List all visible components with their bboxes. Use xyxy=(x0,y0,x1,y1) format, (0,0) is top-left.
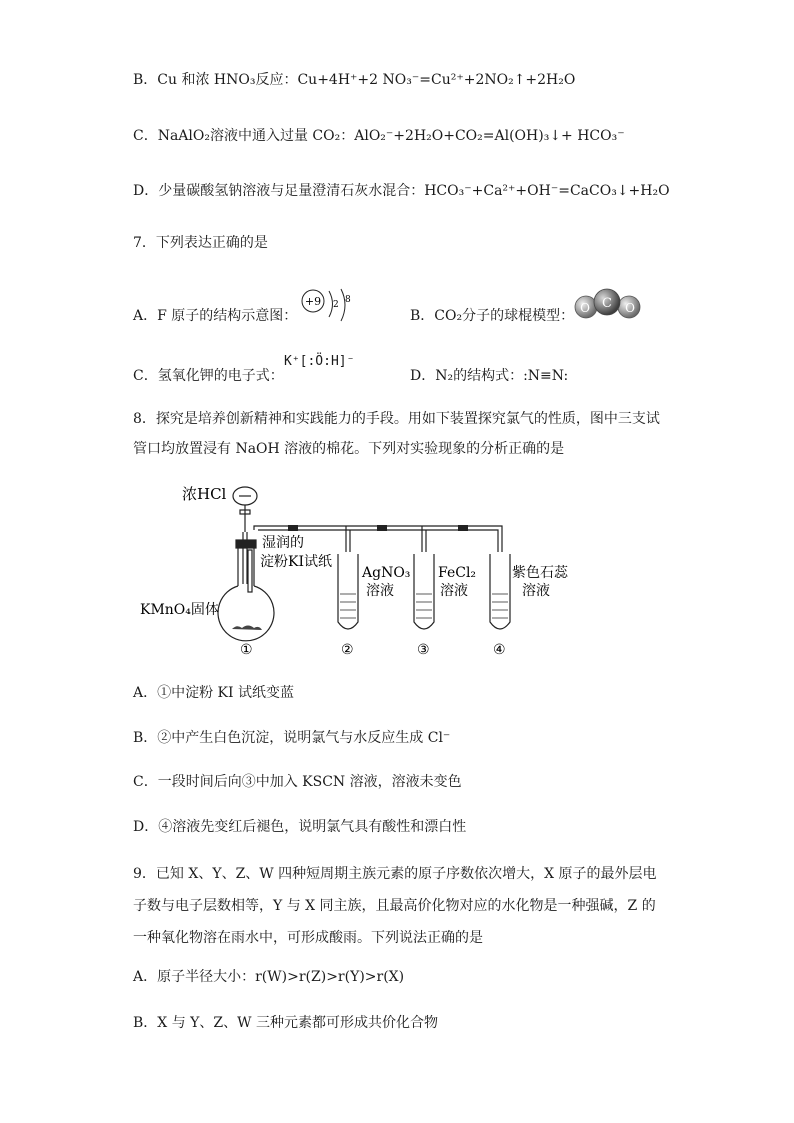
q6-option-b: B．Cu 和浓 HNO₃反应：Cu+4H⁺+2 NO₃⁻=Cu²⁺+2NO₂↑+2H₂O xyxy=(133,72,576,88)
q8-option-d: D．④溶液先变红后褪色，说明氯气具有酸性和漂白性 xyxy=(133,819,467,835)
atom-o-left: O xyxy=(580,301,590,315)
atom-o-right: O xyxy=(625,301,635,315)
q8-stem: 8．探究是培养创新精神和实践能力的手段。用如下装置探究氯气的性质，图中三支试管口均放置浸有 NaOH 溶液的棉花。下列对实验现象的分析正确的是 xyxy=(133,411,660,457)
q7-option-a: A．F 原子的结构示意图： xyxy=(133,308,298,324)
shell-1-count: 2 xyxy=(333,300,339,310)
q7-stem: 7．下列表达正确的是 xyxy=(133,235,268,251)
fluorine-structure-diagram xyxy=(298,288,360,328)
label-num-2: ② xyxy=(341,642,354,658)
label-fecl2-1: FeCl₂ xyxy=(438,565,477,581)
q7-option-b: B．CO₂分子的球棍模型： xyxy=(410,308,575,324)
label-num-3: ③ xyxy=(417,642,430,658)
label-num-4: ④ xyxy=(493,642,506,658)
label-litmus-1: 紫色石蕊 xyxy=(512,565,568,581)
label-paper-2: 淀粉KI试纸 xyxy=(260,554,332,570)
nucleus-charge: +9 xyxy=(304,295,322,308)
atom-c: C xyxy=(602,296,612,311)
q8-option-c: C．一段时间后向③中加入 KSCN 溶液，溶液未变色 xyxy=(133,774,462,790)
q7-option-c: C．氢氧化钾的电子式： xyxy=(133,368,284,384)
label-agno3-1: AgNO₃ xyxy=(362,565,411,581)
label-num-1: ① xyxy=(240,642,253,658)
q9-option-b: B．X 与 Y、Z、W 三种元素都可形成共价化合物 xyxy=(133,1015,438,1031)
label-kmno4: KMnO₄固体 xyxy=(140,602,219,618)
q8-option-a: A．①中淀粉 KI 试纸变蓝 xyxy=(133,685,294,701)
label-fecl2-2: 溶液 xyxy=(440,583,468,599)
label-litmus-2: 溶液 xyxy=(522,583,550,599)
q6-option-c: C．NaAlO₂溶液中通入过量 CO₂：AlO₂⁻+2H₂O+CO₂=Al(OH)₃↓+ HCO₃⁻ xyxy=(133,128,625,144)
q9-stem: 9．已知 X、Y、Z、W 四种短周期主族元素的原子序数依次增大，X 原子的最外层电子数与电子层数相等，Y 与 X 同主族，且最高价化物对应的水化物是一种强碱，Z 的一种氧化物溶在雨水中，可形成酸雨。下列说法正确的是 xyxy=(133,866,657,946)
label-paper-1: 湿润的 xyxy=(262,535,304,551)
shell-2-count: 8 xyxy=(345,295,351,305)
q9-option-a: A．原子半径大小：r(W)>r(Z)>r(Y)>r(X) xyxy=(133,969,405,985)
koh-electron-formula: K⁺[:Ö:H]⁻ xyxy=(284,354,355,369)
label-agno3-2: 溶液 xyxy=(366,583,394,599)
label-conc-hcl: 浓HCl xyxy=(182,485,227,503)
chlorine-apparatus-diagram xyxy=(140,474,600,664)
q8-option-b: B．②中产生白色沉淀，说明氯气与水反应生成 Cl⁻ xyxy=(133,730,451,746)
q6-option-d: D．少量碳酸氢钠溶液与足量澄清石灰水混合：HCO₃⁻+Ca²⁺+OH⁻=CaCO₃↓+H₂O xyxy=(133,183,670,199)
q7-option-d: D．N₂的结构式：:N≡N: xyxy=(410,368,569,384)
co2-ball-stick-model xyxy=(574,288,642,322)
